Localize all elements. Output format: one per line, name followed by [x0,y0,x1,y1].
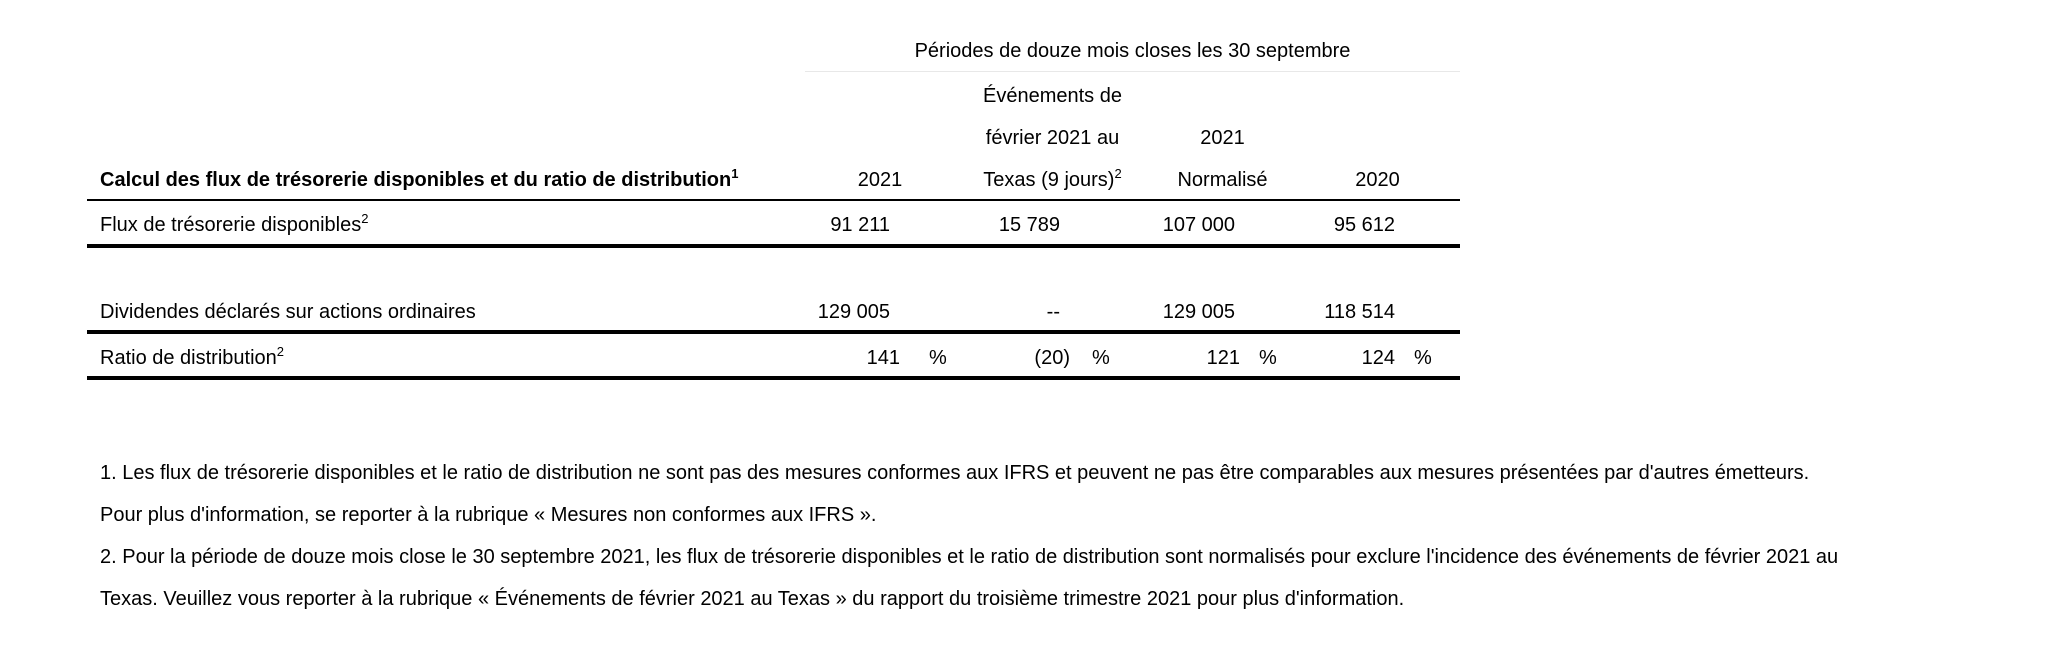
period-header-divider [805,71,1460,72]
col-header-2021: 2021 [857,169,903,191]
cell-flux-texas: 15 789 [998,214,1060,236]
cell-dividendes-texas: -- [1046,301,1060,323]
cell-ratio-2021-unit: % [929,347,947,369]
row-label-ratio: Ratio de distribution$^2$ [100,344,285,369]
col-header-texas-line2: février 2021 au [985,127,1120,149]
table-title: Calcul des flux de trésorerie disponibles et du ratio de distribution$^1$ [100,166,739,191]
footnote-1-line1: 1. Les flux de trésorerie disponibles et le ratio de distribution ne sont pas des mesures conformes aux IFRS et peuvent ne pas être comparables aux mesures présentées par d'autres émetteurs. [100,462,1810,484]
cell-ratio-texas-unit: % [1092,347,1110,369]
row1-rule [87,244,1460,248]
col-header-normalise-line1: 2021 [1200,127,1245,149]
col-header-2020: 2020 [1355,169,1400,191]
row2-rule [87,330,1460,334]
footnote-2-line1: 2. Pour la période de douze mois close le 30 septembre 2021, les flux de trésorerie disponibles et le ratio de distribution sont normalisés pour exclure l'incidence des événements de février 2021 au [100,546,1839,568]
footnote-1-line2: Pour plus d'information, se reporter à la rubrique « Mesures non conformes aux IFRS ». [100,504,877,526]
cell-ratio-normalise: 121 [1206,347,1240,369]
cell-ratio-2020-unit: % [1414,347,1432,369]
cell-dividendes-2021: 129 005 [817,301,890,323]
row-label-flux: Flux de trésorerie disponibles$^2$ [100,211,369,236]
row-label-dividendes: Dividendes déclarés sur actions ordinaires [100,301,476,323]
col-header-texas-line1: Événements de [983,85,1122,107]
cell-dividendes-2020: 118 514 [1324,301,1395,323]
col-header-normalise-line2: Normalisé [1177,169,1268,191]
cell-ratio-2021: 141 [866,347,900,369]
footnote-2-line2: Texas. Veuillez vous reporter à la rubrique « Événements de février 2021 au Texas » du rapport du troisième trimestre 2021 pour plus d'information. [100,588,1405,610]
header-rule [87,199,1460,201]
row3-rule [87,376,1460,380]
cell-ratio-normalise-unit: % [1259,347,1277,369]
cell-flux-normalise: 107 000 [1162,214,1235,236]
cell-flux-2021: 91 211 [830,214,890,236]
cell-flux-2020: 95 612 [1333,214,1395,236]
col-header-texas-line3: Texas (9 jours)$^2$ [983,166,1122,191]
cell-ratio-2020: 124 [1361,347,1395,369]
cell-ratio-texas: (20) [1034,347,1070,369]
period-header: Périodes de douze mois closes les 30 septembre [914,40,1351,62]
cell-dividendes-normalise: 129 005 [1162,301,1235,323]
